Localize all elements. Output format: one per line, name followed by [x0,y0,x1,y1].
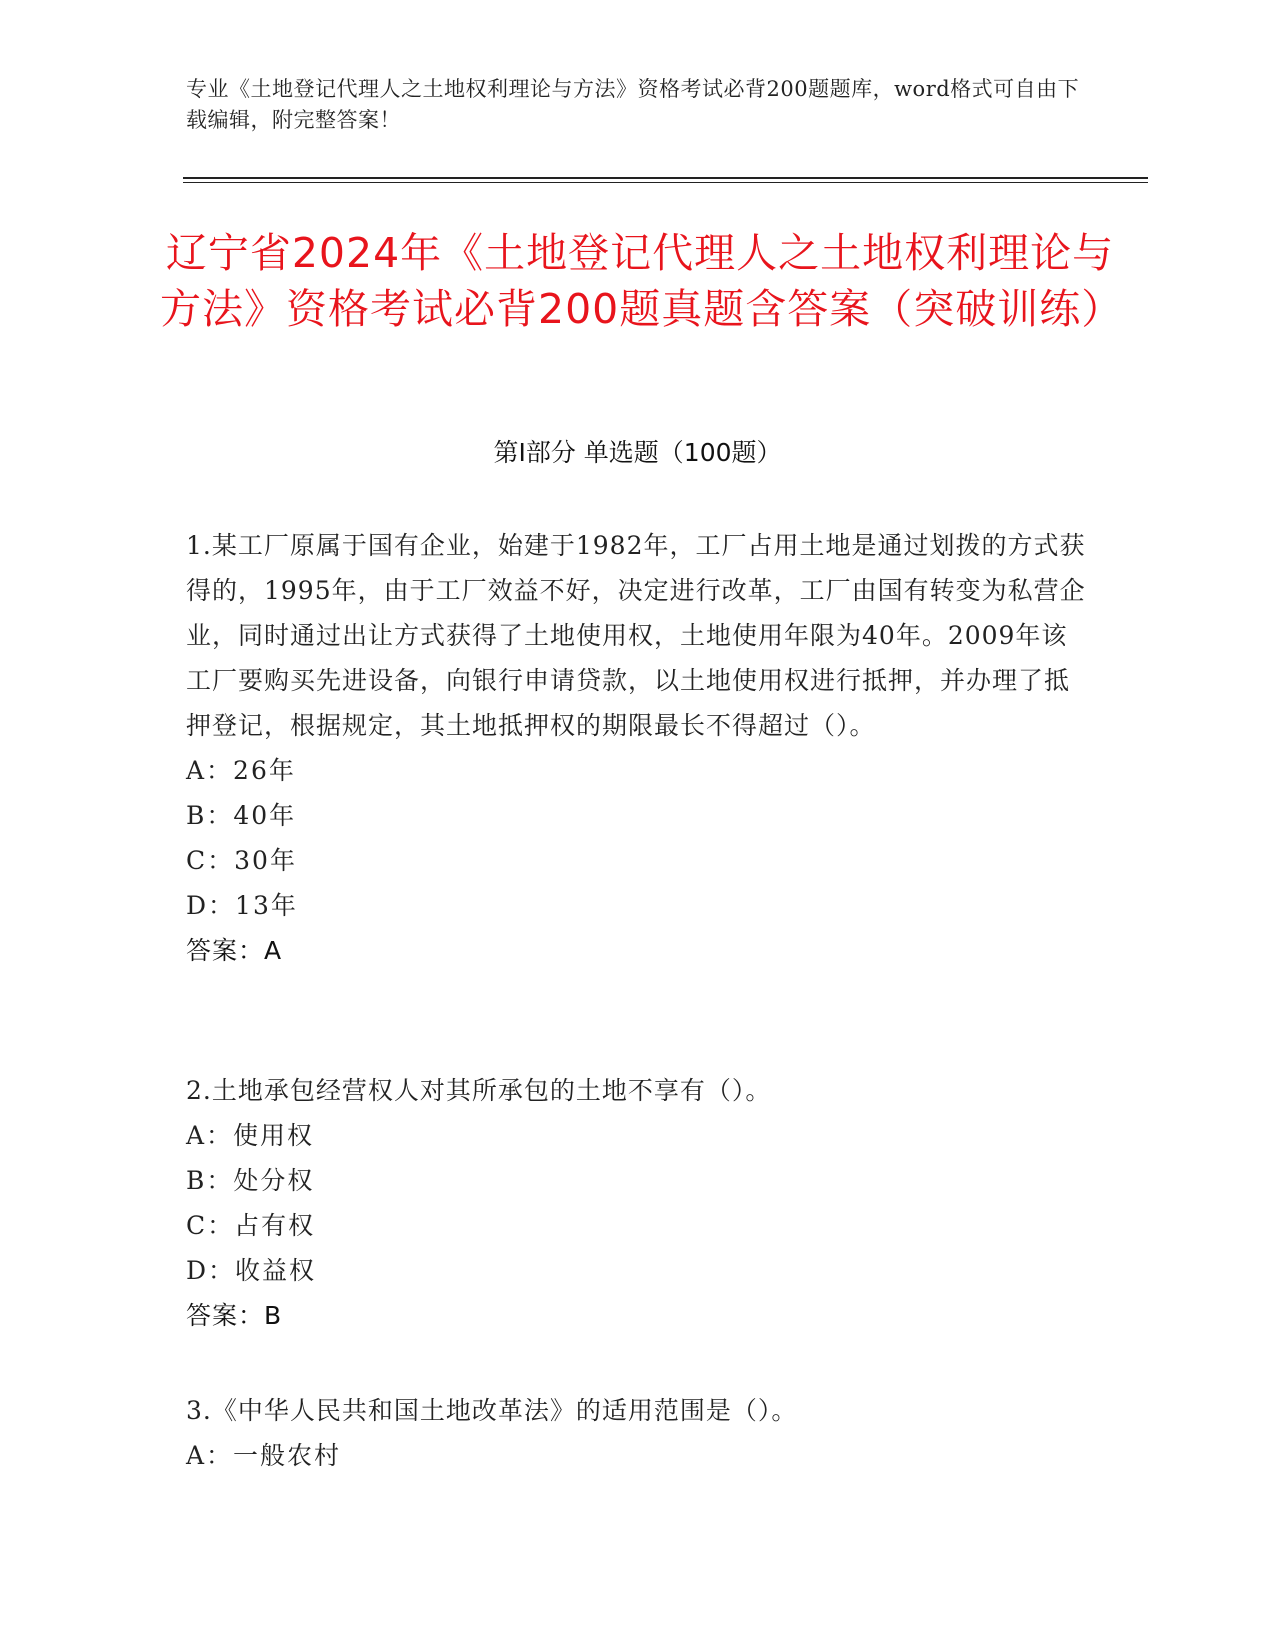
header-rule-thin [183,182,1148,183]
document-title: 辽宁省2024年《土地登记代理人之土地权利理论与方法》资格考试必背200题真题含答案（突破训练） [160,229,1124,333]
option-c: C：30年 [186,846,297,875]
question-1 [186,523,1086,973]
option-b: B：40年 [186,801,297,830]
option-a: A：使用权 [186,1121,315,1150]
question-2 [186,1068,1086,1338]
option-a: A：一般农村 [186,1441,342,1470]
option-d: D：13年 [186,891,298,920]
option-c: C：占有权 [186,1211,316,1240]
header-rule-thick [183,177,1148,179]
question-stem: 1.某工厂原属于国有企业，始建于1982年，工厂占用土地是通过划拨的方式获得的，1995年，由于工厂效益不好，决定进行改革，工厂由国有转变为私营企业，同时通过出让方式获得了土地使用权，土地使用年限为40年。2009年该工厂要购买先进设备，向银行申请贷款，以土地使用权进行抵押，并办理了抵押登记，根据规定，其土地抵押权的期限最长不得超过（）。 [186,531,1086,740]
question-stem: 3.《中华人民共和国土地改革法》的适用范围是（）。 [186,1396,798,1425]
answer: 答案：A [186,936,283,965]
option-d: D：收益权 [186,1256,317,1285]
option-b: B：处分权 [186,1166,315,1195]
answer: 答案：B [186,1301,283,1330]
option-a: A：26年 [186,756,296,785]
section-heading: 第Ⅰ部分 单选题（100题） [493,438,782,467]
question-3 [186,1388,1086,1478]
question-stem: 2.土地承包经营权人对其所承包的土地不享有（）。 [186,1076,772,1105]
header-note: 专业《土地登记代理人之土地权利理论与方法》资格考试必背200题题库，word格式可自由下载编辑，附完整答案！ [186,77,1080,132]
